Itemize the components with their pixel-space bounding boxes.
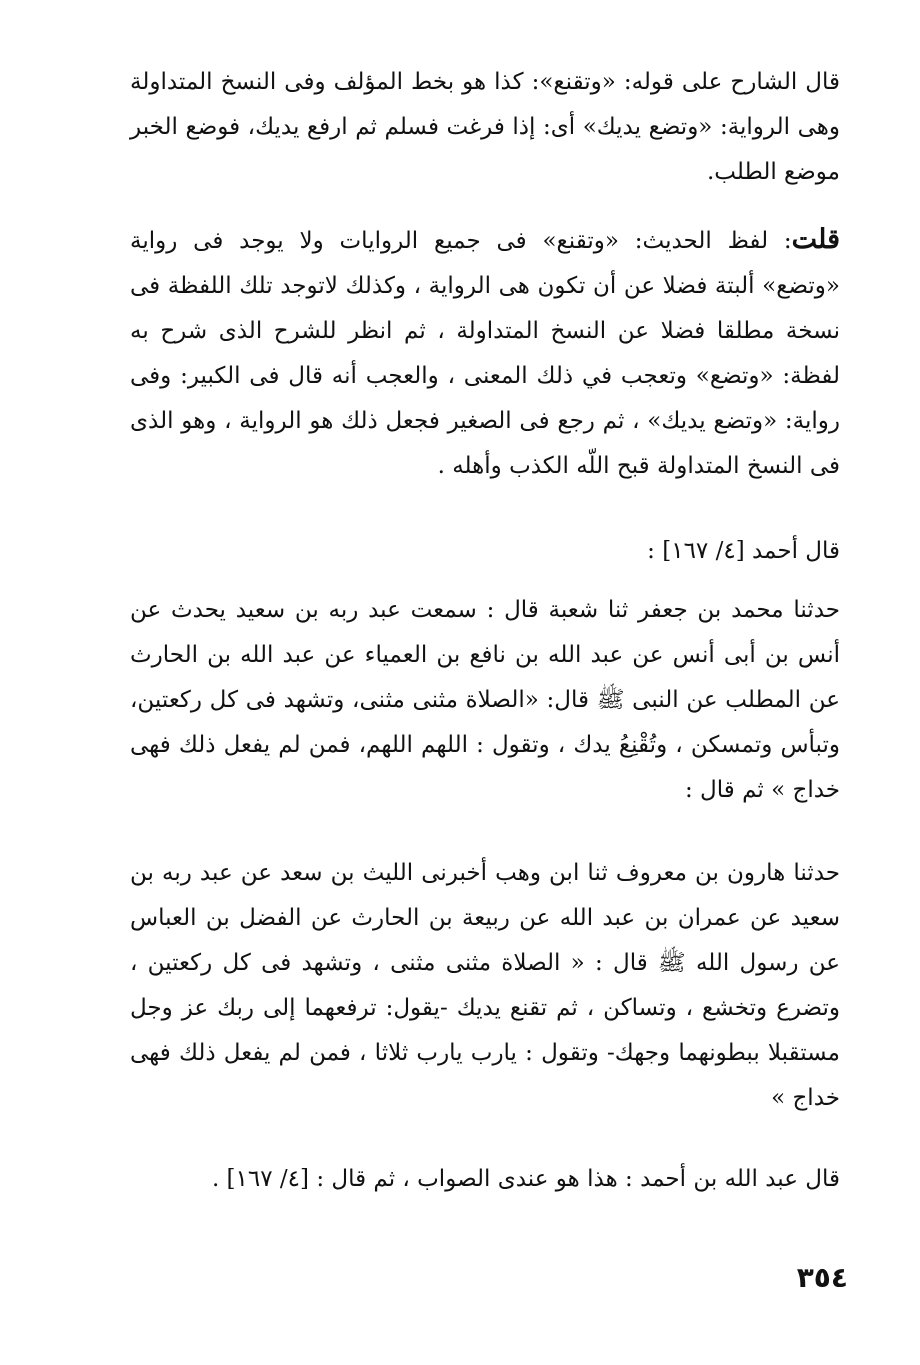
paragraph-text: : لفظ الحديث: «وتقنع» فى جميع الروايات ولا يوجد فى رواية «وتضع» ألبتة فضلا عن أن تكون هى الرواية ، وكذلك لاتوجد تلك اللفظة فى نسخة مطلقا فضلا عن النسخ المتداولة ، ثم انظر للشرح الذى شرح به لفظة: «وتضع» وتعجب في ذلك المعنى ، والعجب أنه قال فى الكبير: وفى رواية: «وتضع يديك» ، ثم رجع فى الصغير فجعل ذلك هو الرواية ، وهو الذى فى النسخ المتداولة قبح اللّه الكذب وأهله . bbox=[130, 228, 840, 479]
reference-line-ahmad bbox=[130, 529, 840, 574]
reference-text: قال أحمد [٤/ ١٦٧] : bbox=[647, 538, 840, 564]
lead-word-qultu: قلت bbox=[791, 224, 840, 255]
paragraph-text: قال الشارح على قوله: «وتقنع»: كذا هو بخط المؤلف وفى النسخ المتداولة وهى الرواية: «وتضع يديك» أى: إذا فرغت فسلم ثم ارفع يديك، فوضع الخبر موضع الطلب. bbox=[130, 69, 840, 185]
reference-text: قال عبد الله بن أحمد : هذا هو عندى الصواب ، ثم قال : [٤/ ١٦٧] . bbox=[211, 1166, 840, 1192]
page-number: ٣٥٤ bbox=[796, 1261, 848, 1294]
paragraph-hadith-1 bbox=[130, 588, 840, 813]
reference-line-abdullah bbox=[130, 1157, 840, 1202]
paragraph-text: حدثنا محمد بن جعفر ثنا شعبة قال : سمعت عبد ربه بن سعيد يحدث عن أنس بن أبى أنس عن عبد الله بن نافع بن العمياء عن عبد الله بن الحارث عن المطلب عن النبى ﷺ قال: «الصلاة مثنى مثنى، وتشهد فى كل ركعتين، وتبأس وتمسكن ، وتُقْنِعُ يدك ، وتقول : اللهم اللهم، فمن لم يفعل ذلك فهى خداج » ثم قال : bbox=[130, 597, 840, 803]
paragraph-hadith-2 bbox=[130, 851, 840, 1121]
paragraph-qultu-critique bbox=[130, 217, 840, 489]
paragraph-commentary-note bbox=[130, 60, 840, 195]
paragraph-text: حدثنا هارون بن معروف ثنا ابن وهب أخبرنى الليث بن سعد عن عبد ربه بن سعيد عن عمران بن عبد الله عن ربيعة بن الحارث عن الفضل بن العباس عن رسول الله ﷺ قال : « الصلاة مثنى مثنى ، وتشهد فى كل ركعتين ، وتضرع وتخشع ، وتساكن ، ثم تقنع يديك -يقول: ترفعهما إلى ربك عز وجل مستقبلا ببطونهما وجهك- وتقول : يارب يارب ثلاثا ، فمن لم يفعل ذلك فهى خداج » bbox=[130, 860, 840, 1111]
